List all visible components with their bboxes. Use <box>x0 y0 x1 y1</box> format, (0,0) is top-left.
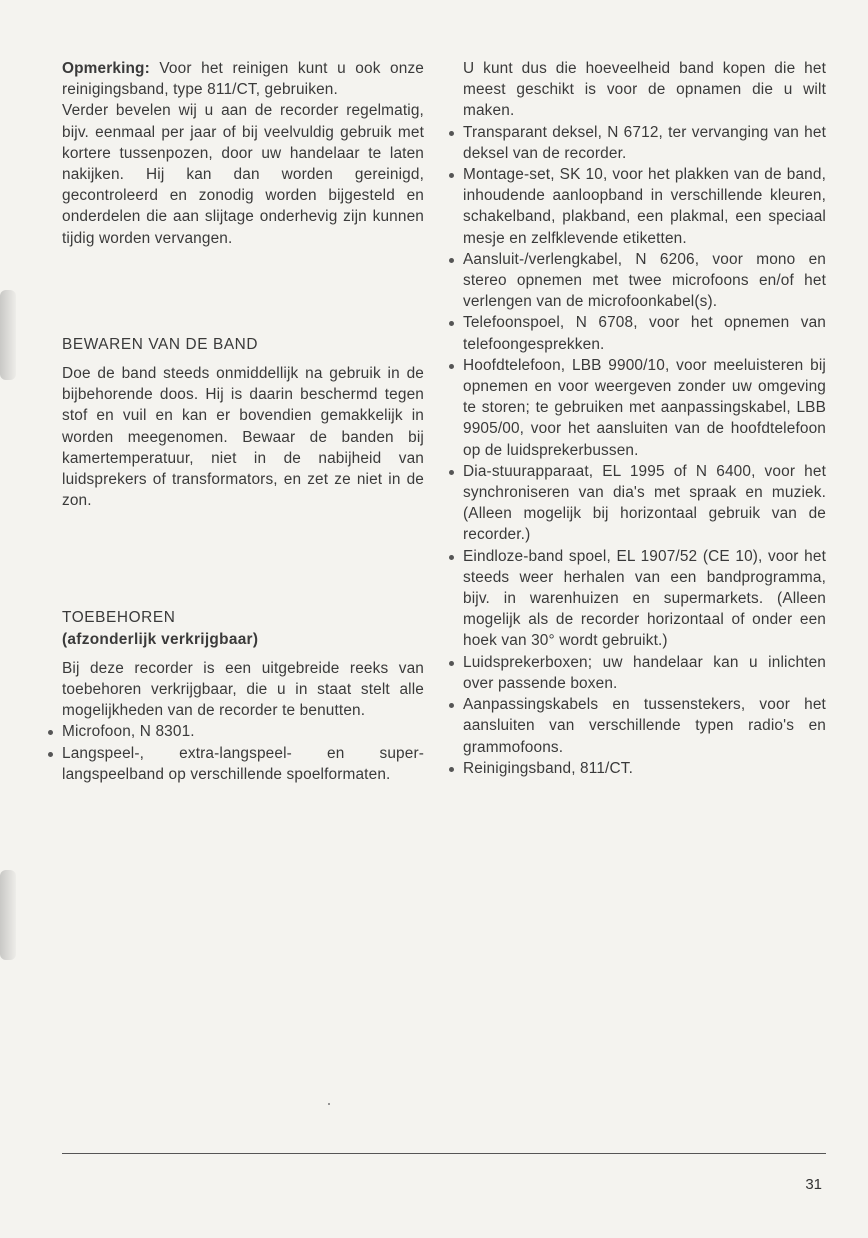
list-item: Luidsprekerboxen; uw handelaar kan u inlichten over passende boxen. <box>463 652 826 694</box>
list-item: Telefoonspoel, N 6708, voor het opnemen van telefoongesprekken. <box>463 312 826 354</box>
accessories-heading: TOEBEHOREN <box>62 609 176 627</box>
speck <box>328 1103 330 1105</box>
list-item: Aansluit-/verlengkabel, N 6206, voor mono en stereo opnemen met twee microfoons en/of het verlengen van de microfoonkabel(s). <box>463 249 826 313</box>
left-column <box>62 58 424 785</box>
list-item: Microfoon, N 8301. <box>62 721 424 742</box>
remark-paragraph <box>62 58 424 100</box>
remark-text: Voor het reinigen kunt u ook onze reinigingsband, type 811/CT, gebruiken. <box>62 60 424 99</box>
list-item: Dia-stuurapparaat, EL 1995 of N 6400, voor het synchroniseren van dia's met spraak en muziek. (Alleen mogelijk bij horizontaal gebruik van de recorder.) <box>463 461 826 546</box>
storage-heading: BEWAREN VAN DE BAND <box>62 335 259 353</box>
list-item: Reinigingsband, 811/CT. <box>463 758 826 779</box>
list-item: Langspeel-, extra-langspeel- en super-langspeelband op verschillende spoelformaten. <box>62 743 424 785</box>
list-item: Eindloze-band spoel, EL 1907/52 (CE 10), voor het steeds weer herhalen van een bandprogramma, bijv. in warenhuizen en supermarkets. (Alleen mogelijk als de recorder horizontaal of onder een hoek van 30° wordt gebruikt.) <box>463 546 826 652</box>
maintenance-advice: Verder bevelen wij u aan de recorder regelmatig, bijv. eenmaal per jaar of bij veelvuldig gebruik met kortere tussenpozen, door uw handelaar te laten nakijken. Hij kan dan worden gereinigd, gecontroleerd en zonodig worden bijgesteld en onderdelen die aan slijtage onderhevig zijn kunnen tijdig worden vervangen. <box>62 102 424 247</box>
footer-rule <box>62 1153 826 1154</box>
accessories-list-left <box>62 721 424 785</box>
accessories-list-right <box>463 122 826 779</box>
storage-section <box>62 334 424 512</box>
accessories-subheading: (afzonderlijk verkrijgbaar) <box>62 630 259 648</box>
binding-mark-bottom <box>0 870 16 960</box>
continuation-text: U kunt dus die hoeveelheid band kopen die het meest geschikt is voor de opnamen die u wilt maken. <box>463 60 826 120</box>
accessories-section <box>62 607 424 785</box>
list-item: Montage-set, SK 10, voor het plakken van de band, inhoudende aanloopband in verschillende kleuren, schakelband, plakband, een plakmal, een speciaal mesje en zelfklevende etiketten. <box>463 164 826 249</box>
binding-mark-top <box>0 290 16 380</box>
page-number: 31 <box>805 1176 822 1193</box>
list-item: Transparant deksel, N 6712, ter vervanging van het deksel van de recorder. <box>463 122 826 164</box>
accessories-intro: Bij deze recorder is een uitgebreide reeks van toebehoren verkrijgbaar, die u in staat stelt alle mogelijkheden van de recorder te benutten. <box>62 659 424 720</box>
right-column <box>463 58 826 779</box>
list-item: Hoofdtelefoon, LBB 9900/10, voor meeluisteren bij opnemen en voor weergeven zonder uw omgeving te storen; te gebruiken met aanpassingskabel, LBB 9905/00, voor het aansluiten van de hoofdtelefoon op de luidsprekerbussen. <box>463 355 826 461</box>
list-item: Aanpassingskabels en tussenstekers, voor het aansluiten van verschillende typen radio's en grammofoons. <box>463 694 826 758</box>
storage-text: Doe de band steeds onmiddellijk na gebruik in de bijbehorende doos. Hij is daarin beschermd tegen stof en vuil en kan er bovendien gemakkelijk in worden meegenomen. Bewaar de banden bij kamertemperatuur, niet in de nabijheid van luidsprekers of transformators, en zet ze niet in de zon. <box>62 365 424 510</box>
remark-label: Opmerking: <box>62 60 150 77</box>
